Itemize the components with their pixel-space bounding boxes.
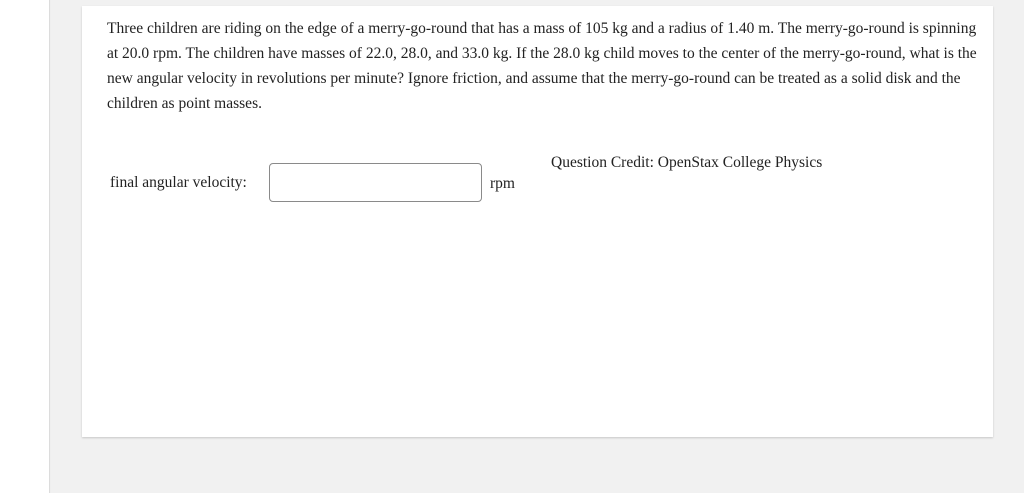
answer-label: final angular velocity: <box>110 174 247 191</box>
question-credit: Question Credit: OpenStax College Physics <box>551 154 823 171</box>
unit-label: rpm <box>490 175 515 192</box>
question-text: Three children are riding on the edge of a merry-go-round that has a mass of 105 kg and a radius of 1.40 m. The merry-go-round is spinning at 20.0 rpm. The children have masses of 22.0, 28.0, and 33.0 kg. If the 28.0 kg child moves to the center of the merry-go-round, what is the new angular velocity in revolutions per minute? Ignore friction, and assume that the merry-go-round can be treated as a solid disk and the children as point masses. <box>107 20 977 112</box>
question-card <box>82 6 993 437</box>
final-angular-velocity-input[interactable] <box>269 163 482 202</box>
left-sidebar <box>0 0 50 493</box>
